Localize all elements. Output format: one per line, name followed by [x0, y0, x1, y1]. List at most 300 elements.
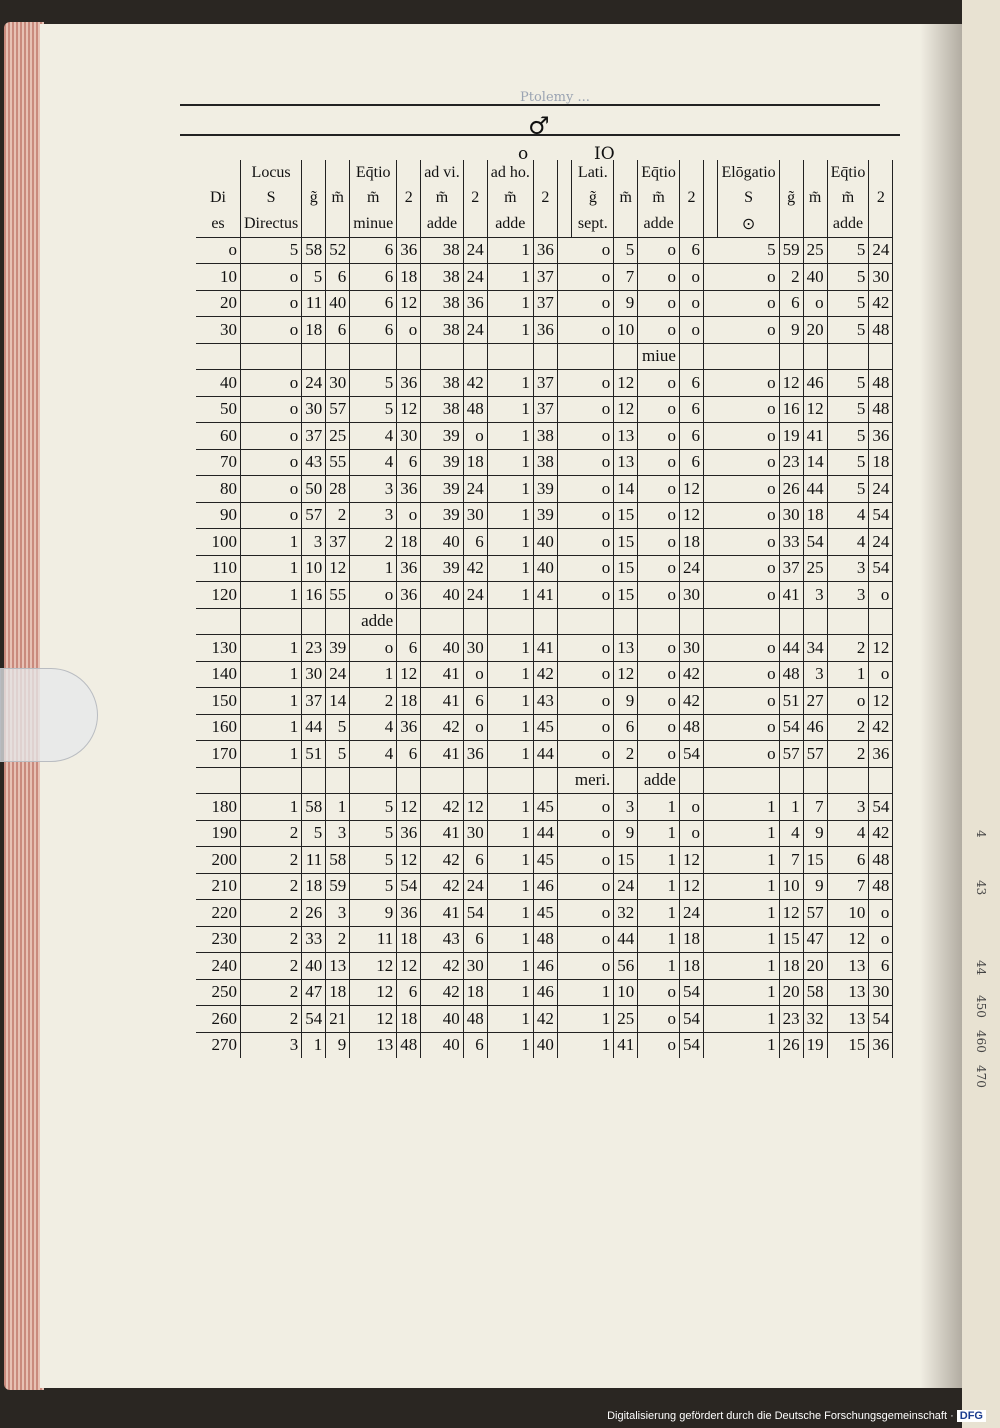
table-cell: 4	[350, 714, 397, 741]
table-cell: 48	[679, 714, 703, 741]
header-row	[196, 211, 893, 237]
table-cell: 24	[326, 661, 350, 688]
table-cell: 42	[421, 873, 464, 900]
table-cell: 12	[614, 661, 638, 688]
table-cell	[302, 343, 326, 370]
table-cell: 24	[614, 873, 638, 900]
table-cell: o	[638, 555, 680, 582]
facing-margin-3: 44	[974, 960, 988, 976]
table-cell	[350, 767, 397, 794]
table-cell: 1	[487, 317, 533, 344]
table-cell: 18	[463, 449, 487, 476]
table-cell: 38	[533, 423, 557, 450]
column-gap	[557, 502, 572, 529]
table-cell: o	[679, 317, 703, 344]
table-cell: 46	[533, 953, 557, 980]
table-cell: 36	[397, 714, 421, 741]
table-cell: 15	[614, 847, 638, 874]
table-cell	[421, 343, 464, 370]
argument-cell: 150	[196, 688, 241, 715]
table-cell: 42	[421, 953, 464, 980]
table-header	[196, 160, 893, 237]
facing-margin-1: 4	[974, 830, 988, 838]
table-cell: 54	[869, 1006, 893, 1033]
facing-margin-5: 460	[974, 1030, 988, 1053]
table-cell: 24	[463, 264, 487, 291]
table-cell: miue	[638, 343, 680, 370]
table-cell: o	[638, 582, 680, 609]
table-cell: 2	[779, 264, 803, 291]
table-cell: 43	[302, 449, 326, 476]
table-cell: 1	[487, 979, 533, 1006]
header-cell: 2	[869, 186, 893, 212]
table-cell: 59	[326, 873, 350, 900]
table-cell: 30	[397, 423, 421, 450]
table-cell: 56	[614, 953, 638, 980]
column-gap	[557, 264, 572, 291]
header-cell: Directus	[241, 211, 302, 237]
table-cell: 24	[463, 582, 487, 609]
column-gap	[557, 476, 572, 503]
table-cell: 3	[614, 794, 638, 821]
table-cell: o	[718, 741, 779, 768]
table-cell: 36	[869, 741, 893, 768]
table-cell: 37	[533, 290, 557, 317]
table-cell: 39	[421, 502, 464, 529]
column-gap	[557, 635, 572, 662]
table-cell: o	[638, 290, 680, 317]
table-cell: 30	[463, 635, 487, 662]
table-cell: 1	[487, 661, 533, 688]
table-cell: 5	[302, 264, 326, 291]
table-cell: o	[638, 635, 680, 662]
header-cell	[557, 160, 572, 186]
table-cell: 2	[827, 635, 869, 662]
table-cell: 36	[397, 370, 421, 397]
table-cell: 46	[803, 714, 827, 741]
table-cell: 48	[779, 661, 803, 688]
column-gap	[703, 953, 718, 980]
argument-cell: 20	[196, 290, 241, 317]
column-gap	[557, 449, 572, 476]
table-cell	[614, 608, 638, 635]
table-cell: 23	[302, 635, 326, 662]
table-cell: 14	[614, 476, 638, 503]
table-cell: 5	[350, 396, 397, 423]
table-cell: o	[241, 476, 302, 503]
table-cell: 6	[463, 529, 487, 556]
column-gap	[703, 979, 718, 1006]
table-cell: 39	[533, 476, 557, 503]
table-cell: 42	[533, 1006, 557, 1033]
header-cell: m̃	[638, 186, 680, 212]
table-cell: 15	[614, 502, 638, 529]
table-cell: 1	[487, 873, 533, 900]
column-gap	[703, 714, 718, 741]
table-cell: 24	[869, 529, 893, 556]
column-gap	[557, 926, 572, 953]
table-cell: 36	[397, 582, 421, 609]
header-row	[196, 186, 893, 212]
table-cell: 1	[241, 661, 302, 688]
table-cell: 43	[533, 688, 557, 715]
table-cell: 25	[326, 423, 350, 450]
table-cell: 46	[533, 979, 557, 1006]
table-cell: 2	[827, 741, 869, 768]
table-cell: 42	[679, 688, 703, 715]
table-cell: o	[638, 661, 680, 688]
table-cell: 26	[779, 476, 803, 503]
argument-cell: 140	[196, 661, 241, 688]
table-cell: 19	[803, 1032, 827, 1058]
table-cell: 12	[397, 290, 421, 317]
table-cell: 1	[487, 953, 533, 980]
table-cell: 6	[679, 237, 703, 264]
table-cell: o	[827, 688, 869, 715]
table-cell: 57	[779, 741, 803, 768]
header-cell	[703, 211, 718, 237]
table-cell: 11	[350, 926, 397, 953]
table-cell: 25	[803, 237, 827, 264]
header-cell: es	[196, 211, 241, 237]
table-cell: o	[572, 926, 614, 953]
table-row	[196, 237, 893, 264]
table-cell	[803, 343, 827, 370]
table-cell: 42	[533, 661, 557, 688]
table-row	[196, 555, 893, 582]
table-cell: 38	[421, 237, 464, 264]
table-cell: o	[572, 953, 614, 980]
table-cell: 5	[350, 873, 397, 900]
table-cell: 41	[533, 635, 557, 662]
table-cell: 1	[302, 1032, 326, 1058]
table-cell: 41	[421, 661, 464, 688]
table-row	[196, 317, 893, 344]
table-cell: 10	[302, 555, 326, 582]
table-cell	[679, 343, 703, 370]
table-cell: 38	[421, 370, 464, 397]
table-cell: 42	[463, 555, 487, 582]
column-number-10: IO	[594, 144, 615, 164]
column-gap	[703, 264, 718, 291]
table-cell: 16	[779, 396, 803, 423]
header-cell: adde	[487, 211, 533, 237]
table-cell: 30	[302, 396, 326, 423]
table-cell: 2	[241, 953, 302, 980]
table-cell: 58	[302, 237, 326, 264]
table-cell: 12	[827, 926, 869, 953]
table-cell: o	[572, 502, 614, 529]
column-gap	[557, 608, 572, 635]
table-cell: 48	[869, 847, 893, 874]
table-cell: 9	[803, 820, 827, 847]
table-row	[196, 343, 893, 370]
table-cell: o	[572, 900, 614, 927]
column-gap	[703, 873, 718, 900]
table-cell: 1	[487, 1032, 533, 1058]
table-cell: 45	[533, 714, 557, 741]
table-cell: 42	[679, 661, 703, 688]
table-cell: 6	[397, 979, 421, 1006]
table-cell: 7	[827, 873, 869, 900]
table-cell: 54	[869, 555, 893, 582]
table-cell	[487, 343, 533, 370]
table-cell: 1	[241, 741, 302, 768]
table-cell: o	[572, 529, 614, 556]
table-cell: 1	[487, 847, 533, 874]
table-cell: 24	[463, 237, 487, 264]
table-cell: 15	[614, 529, 638, 556]
table-cell: 9	[350, 900, 397, 927]
table-cell: 5	[827, 290, 869, 317]
table-cell: 32	[803, 1006, 827, 1033]
table-cell: o	[638, 741, 680, 768]
header-cell: Eq̄tio	[638, 160, 680, 186]
table-cell: 33	[302, 926, 326, 953]
table-cell: o	[638, 979, 680, 1006]
table-cell: o	[679, 794, 703, 821]
table-cell: 40	[302, 953, 326, 980]
table-cell: 13	[827, 979, 869, 1006]
table-cell: 3	[350, 476, 397, 503]
column-gap	[703, 370, 718, 397]
table-cell	[779, 343, 803, 370]
table-cell: o	[463, 661, 487, 688]
table-cell: o	[241, 370, 302, 397]
table-cell: 41	[421, 688, 464, 715]
table-cell: 54	[779, 714, 803, 741]
column-gap	[703, 582, 718, 609]
table-cell: 5	[827, 370, 869, 397]
table-cell: o	[638, 502, 680, 529]
table-cell	[638, 608, 680, 635]
column-gap	[557, 237, 572, 264]
table-cell: 9	[614, 820, 638, 847]
table-cell: 5	[302, 820, 326, 847]
table-cell: 1	[487, 476, 533, 503]
column-gap	[557, 953, 572, 980]
table-cell: 36	[463, 290, 487, 317]
table-cell: 3	[241, 1032, 302, 1058]
argument-cell: 240	[196, 953, 241, 980]
header-cell	[614, 160, 638, 186]
table-cell: 13	[614, 635, 638, 662]
table-cell: 13	[350, 1032, 397, 1058]
table-cell: o	[572, 661, 614, 688]
table-cell: 1	[487, 290, 533, 317]
table-cell	[326, 343, 350, 370]
table-cell: 44	[533, 820, 557, 847]
digitization-footer	[607, 1410, 986, 1422]
header-cell: 2	[679, 186, 703, 212]
table-cell: o	[638, 370, 680, 397]
table-cell: o	[241, 449, 302, 476]
table-cell: 12	[397, 794, 421, 821]
table-cell: o	[572, 396, 614, 423]
table-cell: 44	[302, 714, 326, 741]
header-cell: Elōgatio	[718, 160, 779, 186]
table-cell	[397, 767, 421, 794]
argument-cell: 120	[196, 582, 241, 609]
column-gap	[703, 449, 718, 476]
table-cell	[869, 608, 893, 635]
table-cell: 2	[241, 820, 302, 847]
table-cell: 34	[803, 635, 827, 662]
table-cell: 48	[869, 370, 893, 397]
table-cell: o	[718, 661, 779, 688]
table-cell: o	[869, 661, 893, 688]
table-cell: 18	[679, 953, 703, 980]
table-cell: 1	[241, 794, 302, 821]
argument-cell: 40	[196, 370, 241, 397]
table-cell: 3	[326, 900, 350, 927]
table-cell: 1	[572, 979, 614, 1006]
table-cell: 12	[614, 370, 638, 397]
table-cell	[241, 767, 302, 794]
argument-cell: 260	[196, 1006, 241, 1033]
table-cell: 1	[487, 741, 533, 768]
table-cell: 4	[827, 502, 869, 529]
table-cell: 1	[487, 370, 533, 397]
table-cell: 1	[718, 847, 779, 874]
table-cell: 44	[803, 476, 827, 503]
table-cell: 12	[397, 847, 421, 874]
table-cell: 9	[614, 688, 638, 715]
table-cell	[350, 343, 397, 370]
header-cell	[703, 160, 718, 186]
table-cell: 6	[397, 741, 421, 768]
table-cell: 3	[803, 582, 827, 609]
table-cell: 36	[397, 476, 421, 503]
table-cell	[614, 343, 638, 370]
argument-cell: 90	[196, 502, 241, 529]
table-cell: 46	[803, 370, 827, 397]
table-cell: 1	[487, 237, 533, 264]
table-cell: 30	[679, 635, 703, 662]
table-cell: o	[397, 502, 421, 529]
table-cell: 2	[614, 741, 638, 768]
table-cell: 5	[827, 449, 869, 476]
table-cell	[679, 608, 703, 635]
argument-cell: 30	[196, 317, 241, 344]
table-cell: 18	[302, 317, 326, 344]
table-cell	[827, 343, 869, 370]
table-cell: 46	[533, 873, 557, 900]
table-cell: 20	[779, 979, 803, 1006]
table-cell: 12	[779, 900, 803, 927]
table-cell: 6	[326, 317, 350, 344]
table-cell: 2	[350, 688, 397, 715]
table-cell: 5	[827, 476, 869, 503]
column-gap	[557, 900, 572, 927]
table-cell: 3	[326, 820, 350, 847]
table-cell: 1	[487, 264, 533, 291]
table-row	[196, 767, 893, 794]
header-cell	[869, 160, 893, 186]
column-gap	[703, 794, 718, 821]
table-cell: 59	[779, 237, 803, 264]
argument-cell: 60	[196, 423, 241, 450]
table-cell: o	[718, 502, 779, 529]
table-cell: 14	[803, 449, 827, 476]
table-cell	[421, 767, 464, 794]
table-cell: 1	[241, 529, 302, 556]
argument-cell: 190	[196, 820, 241, 847]
table-cell: 47	[803, 926, 827, 953]
table-cell: 1	[487, 423, 533, 450]
table-cell: 11	[302, 847, 326, 874]
column-gap	[557, 529, 572, 556]
column-gap	[557, 661, 572, 688]
table-cell: 39	[421, 423, 464, 450]
table-cell: 54	[869, 502, 893, 529]
table-cell: 7	[803, 794, 827, 821]
table-cell: 42	[869, 714, 893, 741]
table-cell: 6	[679, 370, 703, 397]
column-gap	[557, 317, 572, 344]
table-cell: 20	[803, 953, 827, 980]
table-cell: 41	[533, 582, 557, 609]
mars-symbol: ♂	[528, 112, 550, 140]
table-cell: 45	[533, 794, 557, 821]
table-cell: 30	[869, 264, 893, 291]
table-cell: 42	[869, 820, 893, 847]
header-cell: Lati.	[572, 160, 614, 186]
table-cell: 1	[487, 582, 533, 609]
table-cell: 48	[869, 873, 893, 900]
table-cell: 5	[614, 237, 638, 264]
table-row	[196, 900, 893, 927]
table-cell: 5	[718, 237, 779, 264]
table-cell: 36	[533, 317, 557, 344]
table-cell: 18	[679, 926, 703, 953]
table-cell	[241, 343, 302, 370]
header-cell: ⊙	[718, 211, 779, 237]
table-cell: 12	[463, 794, 487, 821]
header-cell: m̃	[614, 186, 638, 212]
header-cell: ad ho.	[487, 160, 533, 186]
table-cell: 18	[397, 688, 421, 715]
table-cell: 6	[463, 1032, 487, 1058]
table-cell: o	[572, 688, 614, 715]
table-cell: 13	[614, 449, 638, 476]
table-cell: 6	[679, 423, 703, 450]
table-cell: 18	[463, 979, 487, 1006]
header-cell	[803, 160, 827, 186]
table-cell: 1	[241, 635, 302, 662]
table-cell: 36	[397, 555, 421, 582]
header-cell: g̃	[302, 186, 326, 212]
table-cell: 16	[302, 582, 326, 609]
table-cell: o	[572, 317, 614, 344]
dfg-logo: DFG	[957, 1410, 986, 1422]
table-cell: 1	[487, 635, 533, 662]
table-cell: 1	[718, 926, 779, 953]
table-cell: 48	[463, 1006, 487, 1033]
table-cell: 24	[869, 237, 893, 264]
table-cell: 18	[302, 873, 326, 900]
table-cell: 6	[679, 396, 703, 423]
column-number-0: o	[518, 144, 529, 164]
table-cell: 42	[421, 794, 464, 821]
table-cell: 44	[614, 926, 638, 953]
table-cell: 12	[679, 476, 703, 503]
table-cell: o	[350, 582, 397, 609]
table-cell: 44	[533, 741, 557, 768]
header-cell	[326, 211, 350, 237]
column-gap	[703, 396, 718, 423]
table-cell: 1	[779, 794, 803, 821]
